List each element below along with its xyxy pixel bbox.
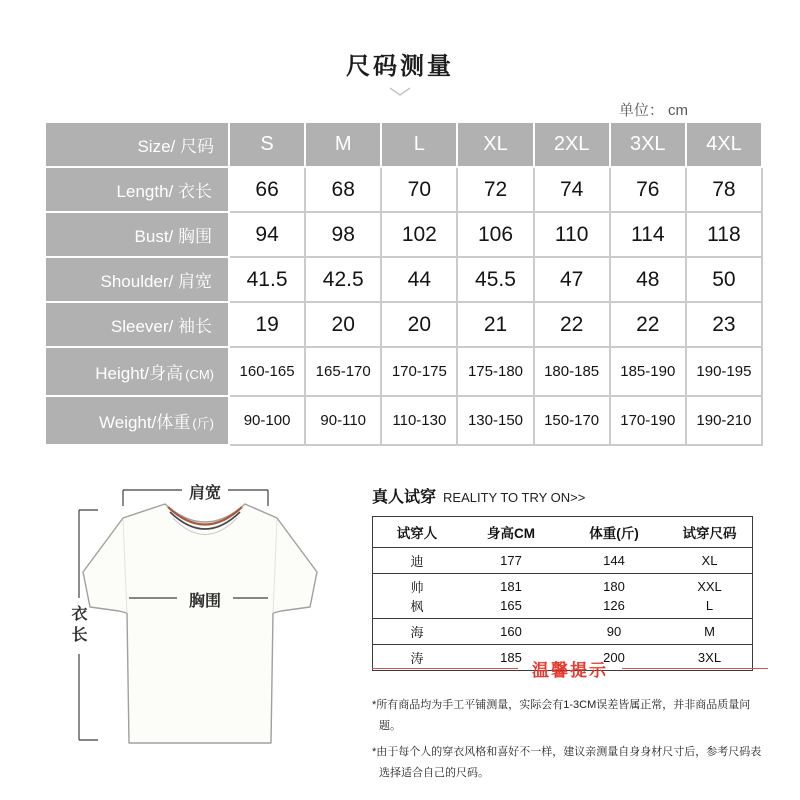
tryon-row: 海 160 90 M <box>373 619 753 645</box>
notice-note: *所有商品均为手工平铺测量，实际会有1-3CM误差皆属正常，并非商品质量问题。 <box>372 699 751 733</box>
size-table <box>46 123 763 446</box>
shoulder-width-label: 肩宽 <box>188 485 221 502</box>
notice-title-row <box>372 656 768 681</box>
cell-value: 44 <box>382 258 458 303</box>
unit-label: 单位： cm <box>618 102 688 119</box>
cell-value: 175-180 <box>458 348 534 397</box>
cell-value: 50 <box>687 258 763 303</box>
row-label-length: Length/ 衣长 <box>46 168 230 213</box>
cell-value: 41.5 <box>230 258 306 303</box>
row-label-shoulder: Shoulder/ 肩宽 <box>46 258 230 303</box>
tryon-title-cn: 真人试穿 <box>372 489 437 506</box>
cell-value: 110-130 <box>382 397 458 446</box>
tryon-col-height: 身高CM <box>461 517 561 548</box>
cell-value: 22 <box>611 303 687 348</box>
cell-value: 19 <box>230 303 306 348</box>
cell-value: 42.5 <box>306 258 382 303</box>
table-row-weight <box>46 397 763 446</box>
tryon-row: 迪 177 144 XL <box>373 548 753 574</box>
cell-value: 90-100 <box>230 397 306 446</box>
cell-value: 180-185 <box>535 348 611 397</box>
cell-value: 94 <box>230 213 306 258</box>
cell-value: 185-190 <box>611 348 687 397</box>
cell-value: 72 <box>458 168 534 213</box>
cell-value: 20 <box>382 303 458 348</box>
tryon-col-size: 试穿尺码 <box>667 517 753 548</box>
cell-value: 23 <box>687 303 763 348</box>
cell-value: 74 <box>535 168 611 213</box>
cell-value: 22 <box>535 303 611 348</box>
size-col-s: S <box>230 123 306 168</box>
cell-value: 21 <box>458 303 534 348</box>
tshirt-measurement-diagram <box>40 460 360 800</box>
tryon-section <box>372 484 764 671</box>
cell-value: 160-165 <box>230 348 306 397</box>
cell-value: 106 <box>458 213 534 258</box>
cell-value: 47 <box>535 258 611 303</box>
page-title: 尺码测量 <box>346 53 454 80</box>
notice-divider-left <box>372 668 518 669</box>
row-label-sleeve: Sleever/ 袖长 <box>46 303 230 348</box>
tryon-row: 涛 185 200 3XL <box>410 650 722 666</box>
notice-section <box>372 656 768 789</box>
cell-value: 118 <box>687 213 763 258</box>
notice-notes <box>372 695 768 785</box>
length-label: 衣长 <box>69 605 86 647</box>
row-label-height: Height/身高 (CM) <box>46 348 230 397</box>
cell-value: 190-210 <box>687 397 763 446</box>
cell-value: 102 <box>382 213 458 258</box>
size-table-corner-label: Size/ 尺码 <box>46 123 230 168</box>
tryon-row: 枫 165 126 L <box>373 596 753 619</box>
table-row-length <box>46 168 763 213</box>
table-row-height <box>46 348 763 397</box>
cell-value: 78 <box>687 168 763 213</box>
size-table-header-row <box>46 123 763 168</box>
row-label-weight: Weight/体重 (斤) <box>46 397 230 446</box>
size-col-xl: XL <box>458 123 534 168</box>
cell-value: 110 <box>535 213 611 258</box>
tryon-header-row <box>373 517 753 548</box>
row-label-bust: Bust/ 胸围 <box>46 213 230 258</box>
notice-note: *由于每个人的穿衣风格和喜好不一样，建议亲测量自身身材尺寸后，参考尺码表选择适合自己的尺码。 <box>372 745 762 780</box>
cell-value: 68 <box>306 168 382 213</box>
cell-value: 70 <box>382 168 458 213</box>
size-col-l: L <box>382 123 458 168</box>
table-row-bust <box>46 213 763 258</box>
tryon-table <box>372 516 753 671</box>
cell-value: 190-195 <box>687 348 763 397</box>
size-col-2xl: 2XL <box>535 123 611 168</box>
size-col-4xl: 4XL <box>687 123 763 168</box>
cell-value: 130-150 <box>458 397 534 446</box>
tryon-title-en: REALITY TO TRY ON>> <box>443 490 586 505</box>
cell-value: 48 <box>611 258 687 303</box>
cell-value: 45.5 <box>458 258 534 303</box>
cell-value: 90-110 <box>306 397 382 446</box>
table-row-sleeve <box>46 303 763 348</box>
cell-value: 76 <box>611 168 687 213</box>
chevron-down-icon <box>389 84 411 102</box>
notice-title: 温馨提示 <box>532 661 608 680</box>
size-col-m: M <box>306 123 382 168</box>
cell-value: 170-175 <box>382 348 458 397</box>
cell-value: 114 <box>611 213 687 258</box>
size-col-3xl: 3XL <box>611 123 687 168</box>
cell-value: 150-170 <box>535 397 611 446</box>
cell-value: 20 <box>306 303 382 348</box>
tryon-col-person: 试穿人 <box>373 517 462 548</box>
notice-divider-right <box>622 668 768 669</box>
table-row-shoulder <box>46 258 763 303</box>
bust-label: 胸围 <box>188 593 221 610</box>
cell-value: 98 <box>306 213 382 258</box>
tryon-row: 帅 181 180 XXL <box>410 579 722 595</box>
tryon-heading <box>372 484 764 507</box>
cell-value: 170-190 <box>611 397 687 446</box>
cell-value: 66 <box>230 168 306 213</box>
cell-value: 165-170 <box>306 348 382 397</box>
tryon-col-weight: 体重(斤) <box>561 517 667 548</box>
